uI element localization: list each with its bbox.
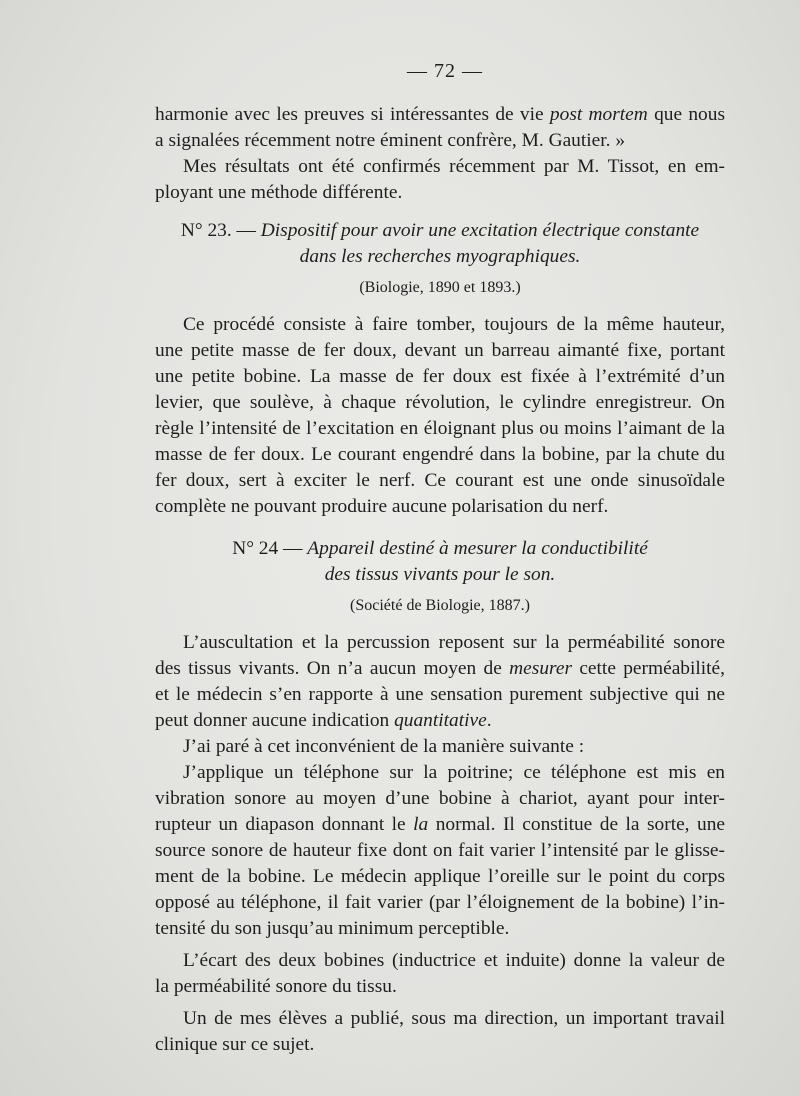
text-line: L’auscultation et la percussion reposent sur la perméabilité sonore <box>183 632 725 653</box>
entry-23-source: (Biologie, 1890 et 1893.) <box>359 279 521 296</box>
entry-title-line: Appareil destiné à mesurer la conductibilité <box>307 538 648 559</box>
text-line: Un de mes élèves a publié, sous ma direction, un important travail <box>183 1008 725 1029</box>
entry-23-title: N° 23. — Dispositif pour avoir une excitation électrique constante dans les recherches myographiques. <box>180 220 700 267</box>
text-line: levier, que soulève, à chaque révolution, le cylindre enregistreur. On <box>155 392 725 413</box>
intro-paragraph <box>155 102 725 154</box>
entry-title-line: des tissus vivants pour le son. <box>324 564 556 585</box>
text-line: une petite bobine. La masse de fer doux est fixée à l’extrémité d’un <box>155 366 725 387</box>
results-paragraph <box>155 154 725 206</box>
entry-title-line: dans les recherches myographiques. <box>299 246 581 267</box>
telephone-paragraph <box>155 760 725 942</box>
entry-24-source: (Société de Biologie, 1887.) <box>350 597 530 614</box>
page-number: — 72 — <box>407 60 483 82</box>
student-paragraph <box>155 1006 725 1058</box>
text-line: des tissus vivants. On n’a aucun moyen de mesurer cette perméabilité, <box>155 658 725 679</box>
text-line: Ce procédé consiste à faire tomber, toujours de la même hauteur, <box>183 314 725 335</box>
entry-23-paragraph <box>155 312 725 520</box>
remedy-paragraph <box>155 734 725 760</box>
entry-number: N° 23. <box>180 220 232 241</box>
entry-number: N° 24 <box>232 538 279 559</box>
text-line: Mes résultats ont été confirmés récemment par M. Tissot, en em- <box>183 156 725 177</box>
text-line: clinique sur ce sujet. <box>155 1034 315 1055</box>
gap-paragraph <box>155 948 725 1000</box>
text-line: J’applique un téléphone sur la poitrine; ce téléphone est mis en <box>183 762 725 783</box>
text-line: a signalées récemment notre éminent confrère, M. Gautier. » <box>155 130 626 151</box>
text-line: harmonie avec les preuves si intéressantes de vie post mortem que nous <box>155 104 725 125</box>
text-line: règle l’intensité de l’excitation en éloignant plus ou moins l’aimant de la <box>155 418 725 439</box>
text-line: ployant une méthode différente. <box>155 182 403 203</box>
text-line: J’ai paré à cet inconvénient de la manière suivante : <box>183 736 585 757</box>
auscultation-paragraph <box>155 630 725 734</box>
text-line: masse de fer doux. Le courant engendré dans la bobine, par la chute du <box>155 444 725 465</box>
text-line: la perméabilité sonore du tissu. <box>155 976 397 997</box>
text-line: complète ne pouvant produire aucune polarisation du nerf. <box>155 496 609 517</box>
text-line: fer doux, sert à exciter le nerf. Ce courant est une onde sinusoïdale <box>155 470 725 491</box>
text-line: et le médecin s’en rapporte à une sensation purement subjective qui ne <box>155 684 725 705</box>
text-line: peut donner aucune indication quantitative. <box>155 710 492 731</box>
text-line: source sonore de hauteur fixe dont on fait varier l’intensité par le glisse- <box>155 840 725 861</box>
text-line: opposé au téléphone, il fait varier (par l’éloignement de la bobine) l’in- <box>155 892 725 913</box>
text-line: vibration sonore au moyen d’une bobine à chariot, ayant pour inter- <box>155 788 725 809</box>
text-line: tensité du son jusqu’au minimum perceptible. <box>155 918 510 939</box>
text-line: une petite masse de fer doux, devant un barreau aimanté fixe, portant <box>155 340 725 361</box>
page-body <box>155 102 725 1058</box>
text-line: ment de la bobine. Le médecin applique l’oreille sur le point du corps <box>155 866 725 887</box>
text-line: L’écart des deux bobines (inductrice et induite) donne la valeur de <box>183 950 725 971</box>
text-line: rupteur un diapason donnant le la normal. Il constitue de la sorte, une <box>155 814 725 835</box>
entry-24-title: N° 24 — Appareil destiné à mesurer la conductibilité des tissus vivants pour le son. <box>232 538 648 585</box>
entry-title-line: Dispositif pour avoir une excitation électrique constante <box>260 220 700 241</box>
